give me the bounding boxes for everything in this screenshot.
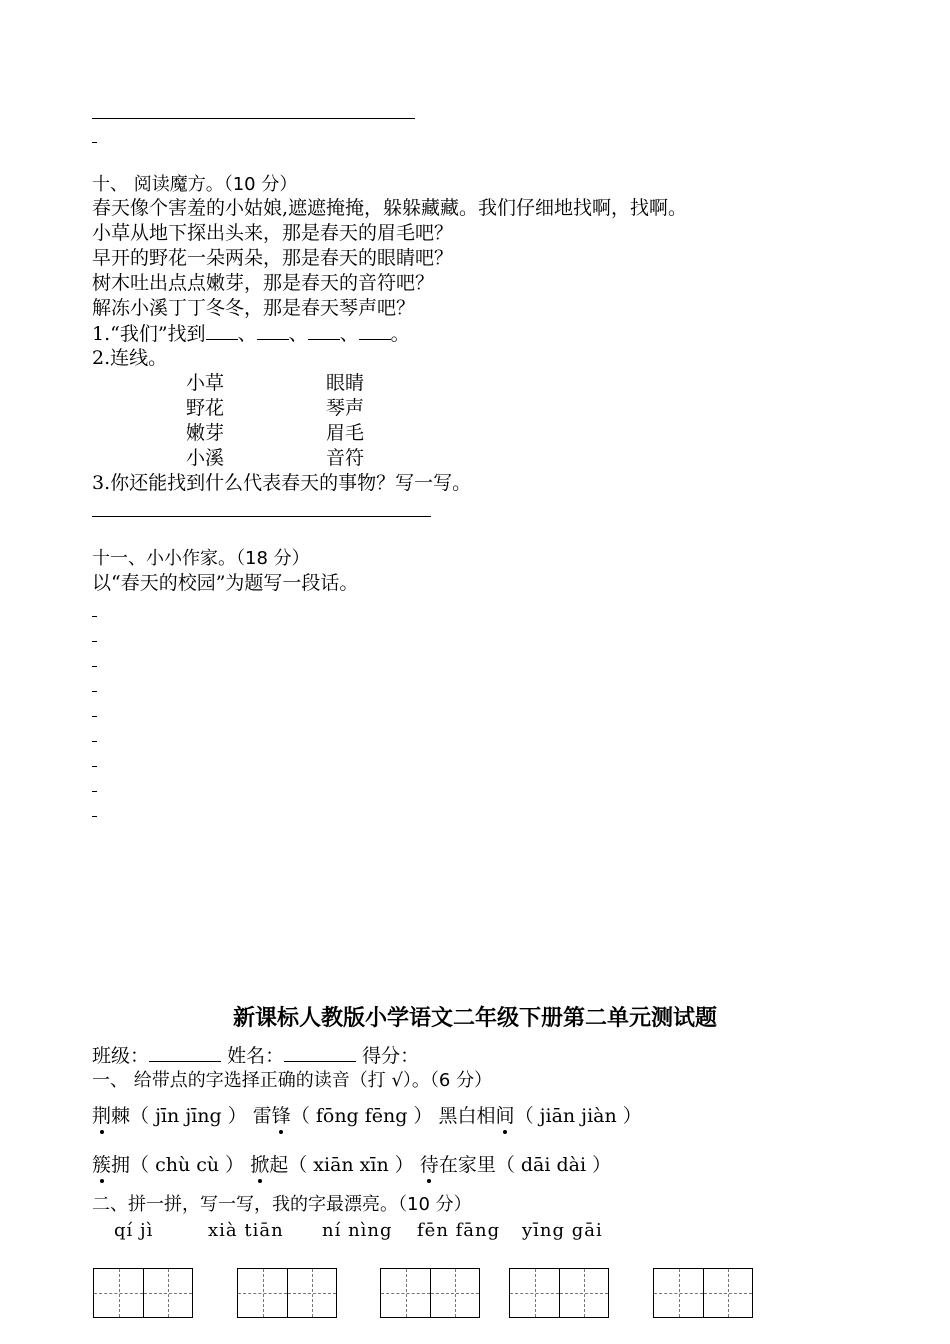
name-field[interactable]: [284, 1043, 356, 1062]
score-label: 得分：: [362, 1045, 420, 1067]
grid-cell[interactable]: [510, 1269, 559, 1317]
passage-line-3: 早开的野花一朵两朵，那是春天的眼睛吧？: [92, 247, 454, 269]
writing-grid[interactable]: [237, 1268, 337, 1318]
dotted-char: 簇: [92, 1154, 112, 1176]
grid-cell[interactable]: [381, 1269, 430, 1317]
writing-line-marker: [92, 791, 97, 792]
pinyin-word: xià tiān: [208, 1220, 284, 1241]
pinyin-options[interactable]: （ jiān jiàn ）: [514, 1105, 642, 1127]
match-right-1[interactable]: 眼睛: [326, 372, 365, 394]
dotted-char: 待: [419, 1154, 439, 1176]
q2-heading: 二、拼一拼，写一写，我的字最漂亮。（10 分）: [92, 1194, 472, 1215]
answer-line: [92, 118, 415, 119]
student-info-row: [92, 1043, 419, 1069]
writing-grid[interactable]: [380, 1268, 480, 1318]
dotted-char: 掀: [250, 1154, 270, 1176]
dash-marker: [92, 142, 97, 143]
class-label: 班级：: [92, 1045, 150, 1067]
match-left-2[interactable]: 野花: [186, 397, 225, 419]
grid-cell[interactable]: [430, 1269, 479, 1317]
test-title: 新课标人教版小学语文二年级下册第二单元测试题: [232, 1006, 717, 1031]
writing-grid[interactable]: [509, 1268, 609, 1318]
answer-blank[interactable]: [308, 321, 340, 340]
writing-line-marker: [92, 766, 97, 767]
q1-row-1: [92, 1104, 642, 1129]
pinyin-options[interactable]: （ fōng fēng ）: [290, 1105, 433, 1127]
writing-line-marker: [92, 666, 97, 667]
grid-cell[interactable]: [94, 1269, 143, 1317]
word-start: 黑白相: [438, 1105, 496, 1127]
pinyin-word: ní nìng: [322, 1220, 393, 1241]
question-1: [92, 321, 410, 347]
grid-cell[interactable]: [559, 1269, 608, 1317]
period: 。: [390, 323, 410, 345]
writing-grid[interactable]: [93, 1268, 193, 1318]
answer-line[interactable]: [92, 516, 431, 517]
passage-line-1: 春天像个害羞的小姑娘,遮遮掩掩，躲躲藏藏。我们仔细地找啊，找啊。: [92, 197, 688, 219]
grid-cell[interactable]: [238, 1269, 287, 1317]
separator: 、: [339, 323, 359, 345]
writing-line-marker: [92, 741, 97, 742]
passage-line-2: 小草从地下探出头来，那是春天的眉毛吧？: [92, 222, 454, 244]
writing-line-marker: [92, 816, 97, 817]
writing-grid[interactable]: [653, 1268, 753, 1318]
question-1-prefix: 1.“我们”找到: [92, 323, 206, 345]
writing-prompt: 以“春天的校园”为题写一段话。: [92, 572, 359, 594]
answer-blank[interactable]: [257, 321, 289, 340]
dotted-char: 荆: [92, 1105, 112, 1127]
separator: 、: [288, 323, 308, 345]
writing-line-marker: [92, 691, 97, 692]
word-rest: 在家里: [438, 1154, 496, 1176]
pinyin-options[interactable]: （ chù cù ）: [130, 1154, 245, 1176]
question-2: 2.连线。: [92, 347, 168, 369]
grid-cell[interactable]: [143, 1269, 192, 1317]
word-start: 雷: [252, 1105, 272, 1127]
q1-heading: 一、 给带点的字选择正确的读音（打 √）。（6 分）: [92, 1070, 493, 1091]
match-right-3[interactable]: 眉毛: [326, 422, 365, 444]
pinyin-word: qí jì: [114, 1220, 154, 1241]
word-rest: 拥: [111, 1154, 131, 1176]
writing-line-marker: [92, 616, 97, 617]
match-right-2[interactable]: 琴声: [326, 397, 365, 419]
passage-line-5: 解冻小溪丁丁冬冬，那是春天琴声吧？: [92, 297, 416, 319]
answer-blank[interactable]: [359, 321, 391, 340]
q1-row-2: [92, 1153, 611, 1178]
name-label: 姓名：: [227, 1045, 285, 1067]
pinyin-options[interactable]: （ jīn jīng ）: [130, 1105, 247, 1127]
class-field[interactable]: [149, 1043, 221, 1062]
grid-cell[interactable]: [654, 1269, 703, 1317]
writing-line-marker: [92, 641, 97, 642]
word-rest: 棘: [111, 1105, 131, 1127]
grid-cell[interactable]: [287, 1269, 336, 1317]
pinyin-word: yīng gāi: [522, 1220, 603, 1241]
match-left-3[interactable]: 嫩芽: [186, 422, 225, 444]
match-left-4[interactable]: 小溪: [186, 447, 225, 469]
match-left-1[interactable]: 小草: [186, 372, 225, 394]
dotted-char: 锋: [271, 1105, 291, 1127]
question-3: 3.你还能找到什么代表春天的事物？写一写。: [92, 472, 472, 494]
separator: 、: [237, 323, 257, 345]
section-11-heading: 十一、小小作家。（18 分）: [92, 548, 310, 569]
writing-line-marker: [92, 716, 97, 717]
answer-blank[interactable]: [206, 321, 238, 340]
passage-line-4: 树木吐出点点嫩芽，那是春天的音符吧？: [92, 272, 435, 294]
dotted-char: 间: [495, 1105, 515, 1127]
pinyin-options[interactable]: （ dāi dài ）: [495, 1154, 612, 1176]
pinyin-word: fēn fāng: [417, 1220, 501, 1241]
match-right-4[interactable]: 音符: [326, 447, 365, 469]
word-rest: 起: [269, 1154, 289, 1176]
section-10-heading: 十、 阅读魔方。（10 分）: [92, 174, 298, 195]
pinyin-options[interactable]: （ xiān xīn ）: [288, 1154, 414, 1176]
grid-cell[interactable]: [703, 1269, 752, 1317]
